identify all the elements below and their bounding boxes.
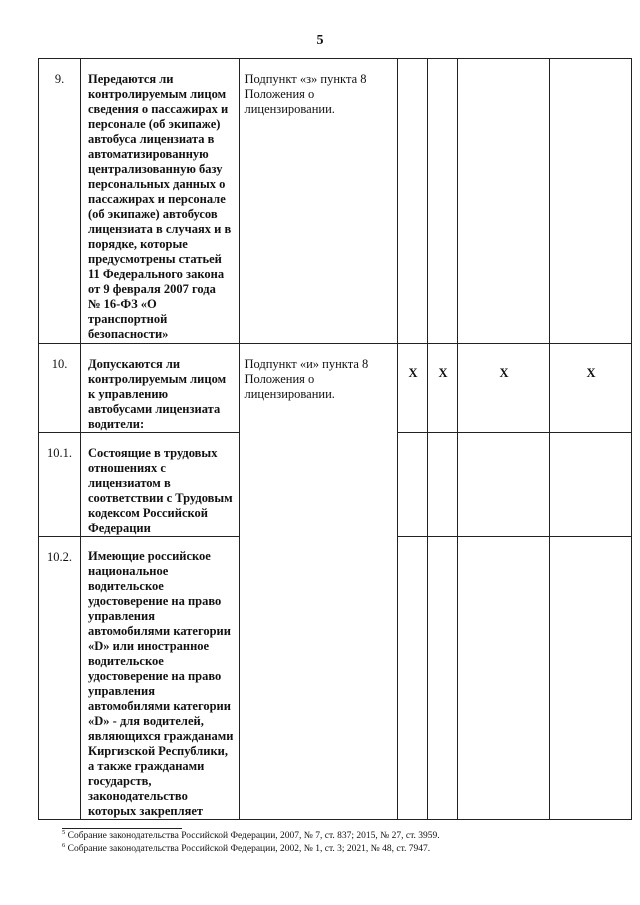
text-line: соответствии с Трудовым [88, 491, 233, 505]
text-line: централизованную базу [88, 162, 223, 176]
text-line: автомобилями категории [88, 624, 231, 638]
checklist-table [38, 58, 632, 820]
footnote-separator [62, 828, 182, 829]
text-line: № 16-ФЗ «О [88, 297, 157, 311]
text-line: лицензиатом в [88, 476, 171, 490]
empty-cell [550, 59, 632, 344]
text-line: (об экипаже) автобусов [88, 207, 218, 221]
text-line: Федерации [88, 521, 151, 535]
text-line: автобусами лицензиата [88, 402, 221, 416]
reference-cell [240, 344, 398, 820]
empty-cell [458, 59, 550, 344]
question-cell [81, 344, 240, 433]
text-line: автоматизированную [88, 147, 209, 161]
row-number: 9. [39, 59, 81, 344]
text-line: Положения о [244, 372, 315, 386]
question-cell [81, 537, 240, 820]
text-line: к управлению [88, 387, 169, 401]
text-line: которых закрепляет [88, 804, 204, 818]
question-cell [81, 59, 240, 344]
text-line: предусмотрены статьей [88, 252, 222, 266]
text-line: персонале (об экипаже) [88, 117, 221, 131]
text-line: персональных данных о [88, 177, 226, 191]
empty-cell [428, 537, 458, 820]
text-line: управления [88, 609, 155, 623]
empty-cell [398, 433, 428, 537]
text-line: удостоверение на право [88, 669, 222, 683]
mark-cell: X [550, 344, 632, 433]
text-line: лицензиата в случаях и в [88, 222, 232, 236]
text-line: государств, [88, 774, 152, 788]
text-line: Допускаются ли [88, 357, 181, 371]
text-line: кодексом Российской [88, 506, 209, 520]
text-line: а также гражданами [88, 759, 205, 773]
text-line: от 9 февраля 2007 года [88, 282, 216, 296]
empty-cell [458, 537, 550, 820]
empty-cell [458, 433, 550, 537]
empty-cell [550, 433, 632, 537]
text-line: «D» или иностранное [88, 639, 210, 653]
text-line: являющихся гражданами [88, 729, 234, 743]
text-line: отношениях с [88, 461, 166, 475]
text-line: Имеющие российское [88, 549, 211, 563]
text-line: Подпункт «з» пункта 8 [244, 72, 367, 86]
mark-cell: X [458, 344, 550, 433]
text-line: «D» - для водителей, [88, 714, 204, 728]
text-line: законодательство [88, 789, 188, 803]
text-line: сведения о пассажирах и [88, 102, 229, 116]
text-line: 11 Федерального закона [88, 267, 225, 281]
table-row [39, 59, 632, 344]
text-line: водительское [88, 654, 164, 668]
reference-cell [240, 59, 398, 344]
table-row [39, 344, 632, 433]
footnote-5: $^5$ Собрание законодательства Российской Федерации, 2007, № 7, ст. 837; 2015, № 27, ст. 3959. [62, 828, 440, 841]
text-line: удостоверение на право [88, 594, 222, 608]
question-cell [81, 433, 240, 537]
mark-cell: X [428, 344, 458, 433]
text-line: пассажирах и персонале [88, 192, 226, 206]
text-line: Подпункт «и» пункта 8 [244, 357, 369, 371]
empty-cell [428, 433, 458, 537]
text-line: порядке, которые [88, 237, 188, 251]
text-line: управления [88, 684, 155, 698]
text-line: автобуса лицензиата в [88, 132, 215, 146]
row-number: 10.1. [39, 433, 81, 537]
text-line: Киргизской Республики, [88, 744, 228, 758]
text-line: автомобилями категории [88, 699, 231, 713]
empty-cell [398, 537, 428, 820]
row-number: 10. [39, 344, 81, 433]
page-number: 5 [316, 33, 324, 48]
text-line: лицензировании. [244, 102, 335, 116]
text-line: Состоящие в трудовых [88, 446, 218, 460]
empty-cell [428, 59, 458, 344]
text-line: национальное [88, 564, 169, 578]
empty-cell [550, 537, 632, 820]
text-line: контролируемым лицом [88, 372, 227, 386]
footnote-6: $^6$ Собрание законодательства Российской Федерации, 2002, № 1, ст. 3; 2021, № 48, ст. 7947. [62, 841, 431, 854]
text-line: транспортной [88, 312, 168, 326]
text-line: Передаются ли [88, 72, 174, 86]
text-line: лицензировании. [244, 387, 335, 401]
text-line: контролируемым лицом [88, 87, 227, 101]
empty-cell [398, 59, 428, 344]
text-line: Положения о [244, 87, 315, 101]
mark-cell: X [398, 344, 428, 433]
text-line: водители: [88, 417, 145, 431]
text-line: безопасности» [88, 327, 169, 341]
text-line: водительское [88, 579, 164, 593]
row-number: 10.2. [39, 537, 81, 820]
